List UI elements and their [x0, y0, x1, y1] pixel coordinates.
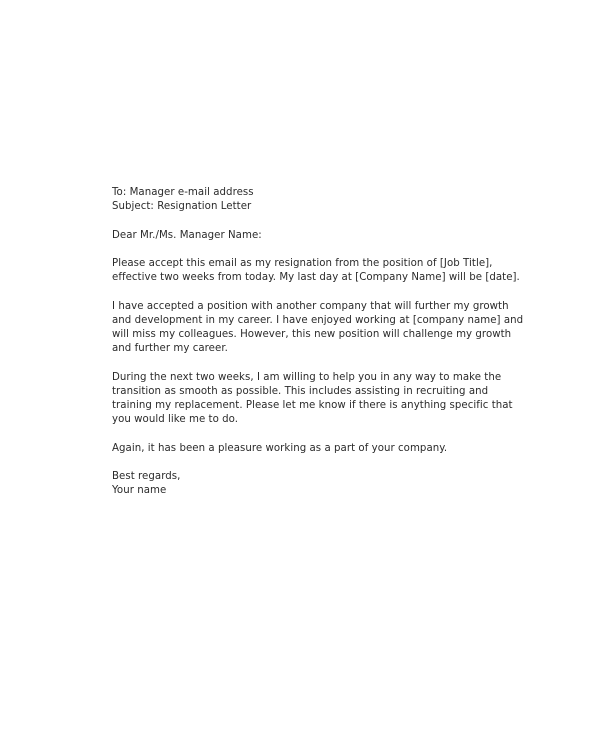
paragraph-new-position — [112, 300, 524, 357]
signature-name: Your name — [112, 485, 167, 497]
paragraph-line: Please accept this email as my resignation from the position of [Job Title], — [112, 257, 493, 269]
paragraph-line: and further my career. — [112, 343, 228, 355]
paragraph-line: will miss my colleagues. However, this new position will challenge my growth — [112, 328, 512, 340]
paragraph-line: I have accepted a position with another company that will further my growth — [112, 300, 509, 312]
sign-off-line: Best regards, — [112, 470, 181, 482]
paragraph-thanks — [112, 442, 512, 456]
paragraph-line: training my replacement. Please let me know if there is anything specific that — [112, 399, 513, 411]
paragraph-line: Again, it has been a pleasure working as a part of your company. — [112, 442, 448, 454]
paragraph-line: effective two weeks from today. My last day at [Company Name] will be [date]. — [112, 272, 520, 284]
resignation-letter — [112, 186, 524, 498]
paragraph-line: During the next two weeks, I am willing to help you in any way to make the — [112, 371, 502, 383]
paragraph-line: you would like me to do. — [112, 414, 239, 426]
paragraph-transition — [112, 371, 512, 428]
paragraph-line: and development in my career. I have enjoyed working at [company name] and — [112, 314, 524, 326]
recipient-line: To: Manager e-mail address — [112, 187, 254, 198]
letter-closing — [112, 470, 512, 498]
paragraph-line: transition as smooth as possible. This includes assisting in recruiting and — [112, 385, 489, 397]
subject-line: Subject: Resignation Letter — [112, 201, 252, 213]
greeting-line: Dear Mr./Ms. Manager Name: — [112, 229, 262, 241]
letter-greeting — [112, 229, 512, 243]
paragraph-resignation — [112, 257, 520, 285]
letter-header — [112, 186, 512, 214]
